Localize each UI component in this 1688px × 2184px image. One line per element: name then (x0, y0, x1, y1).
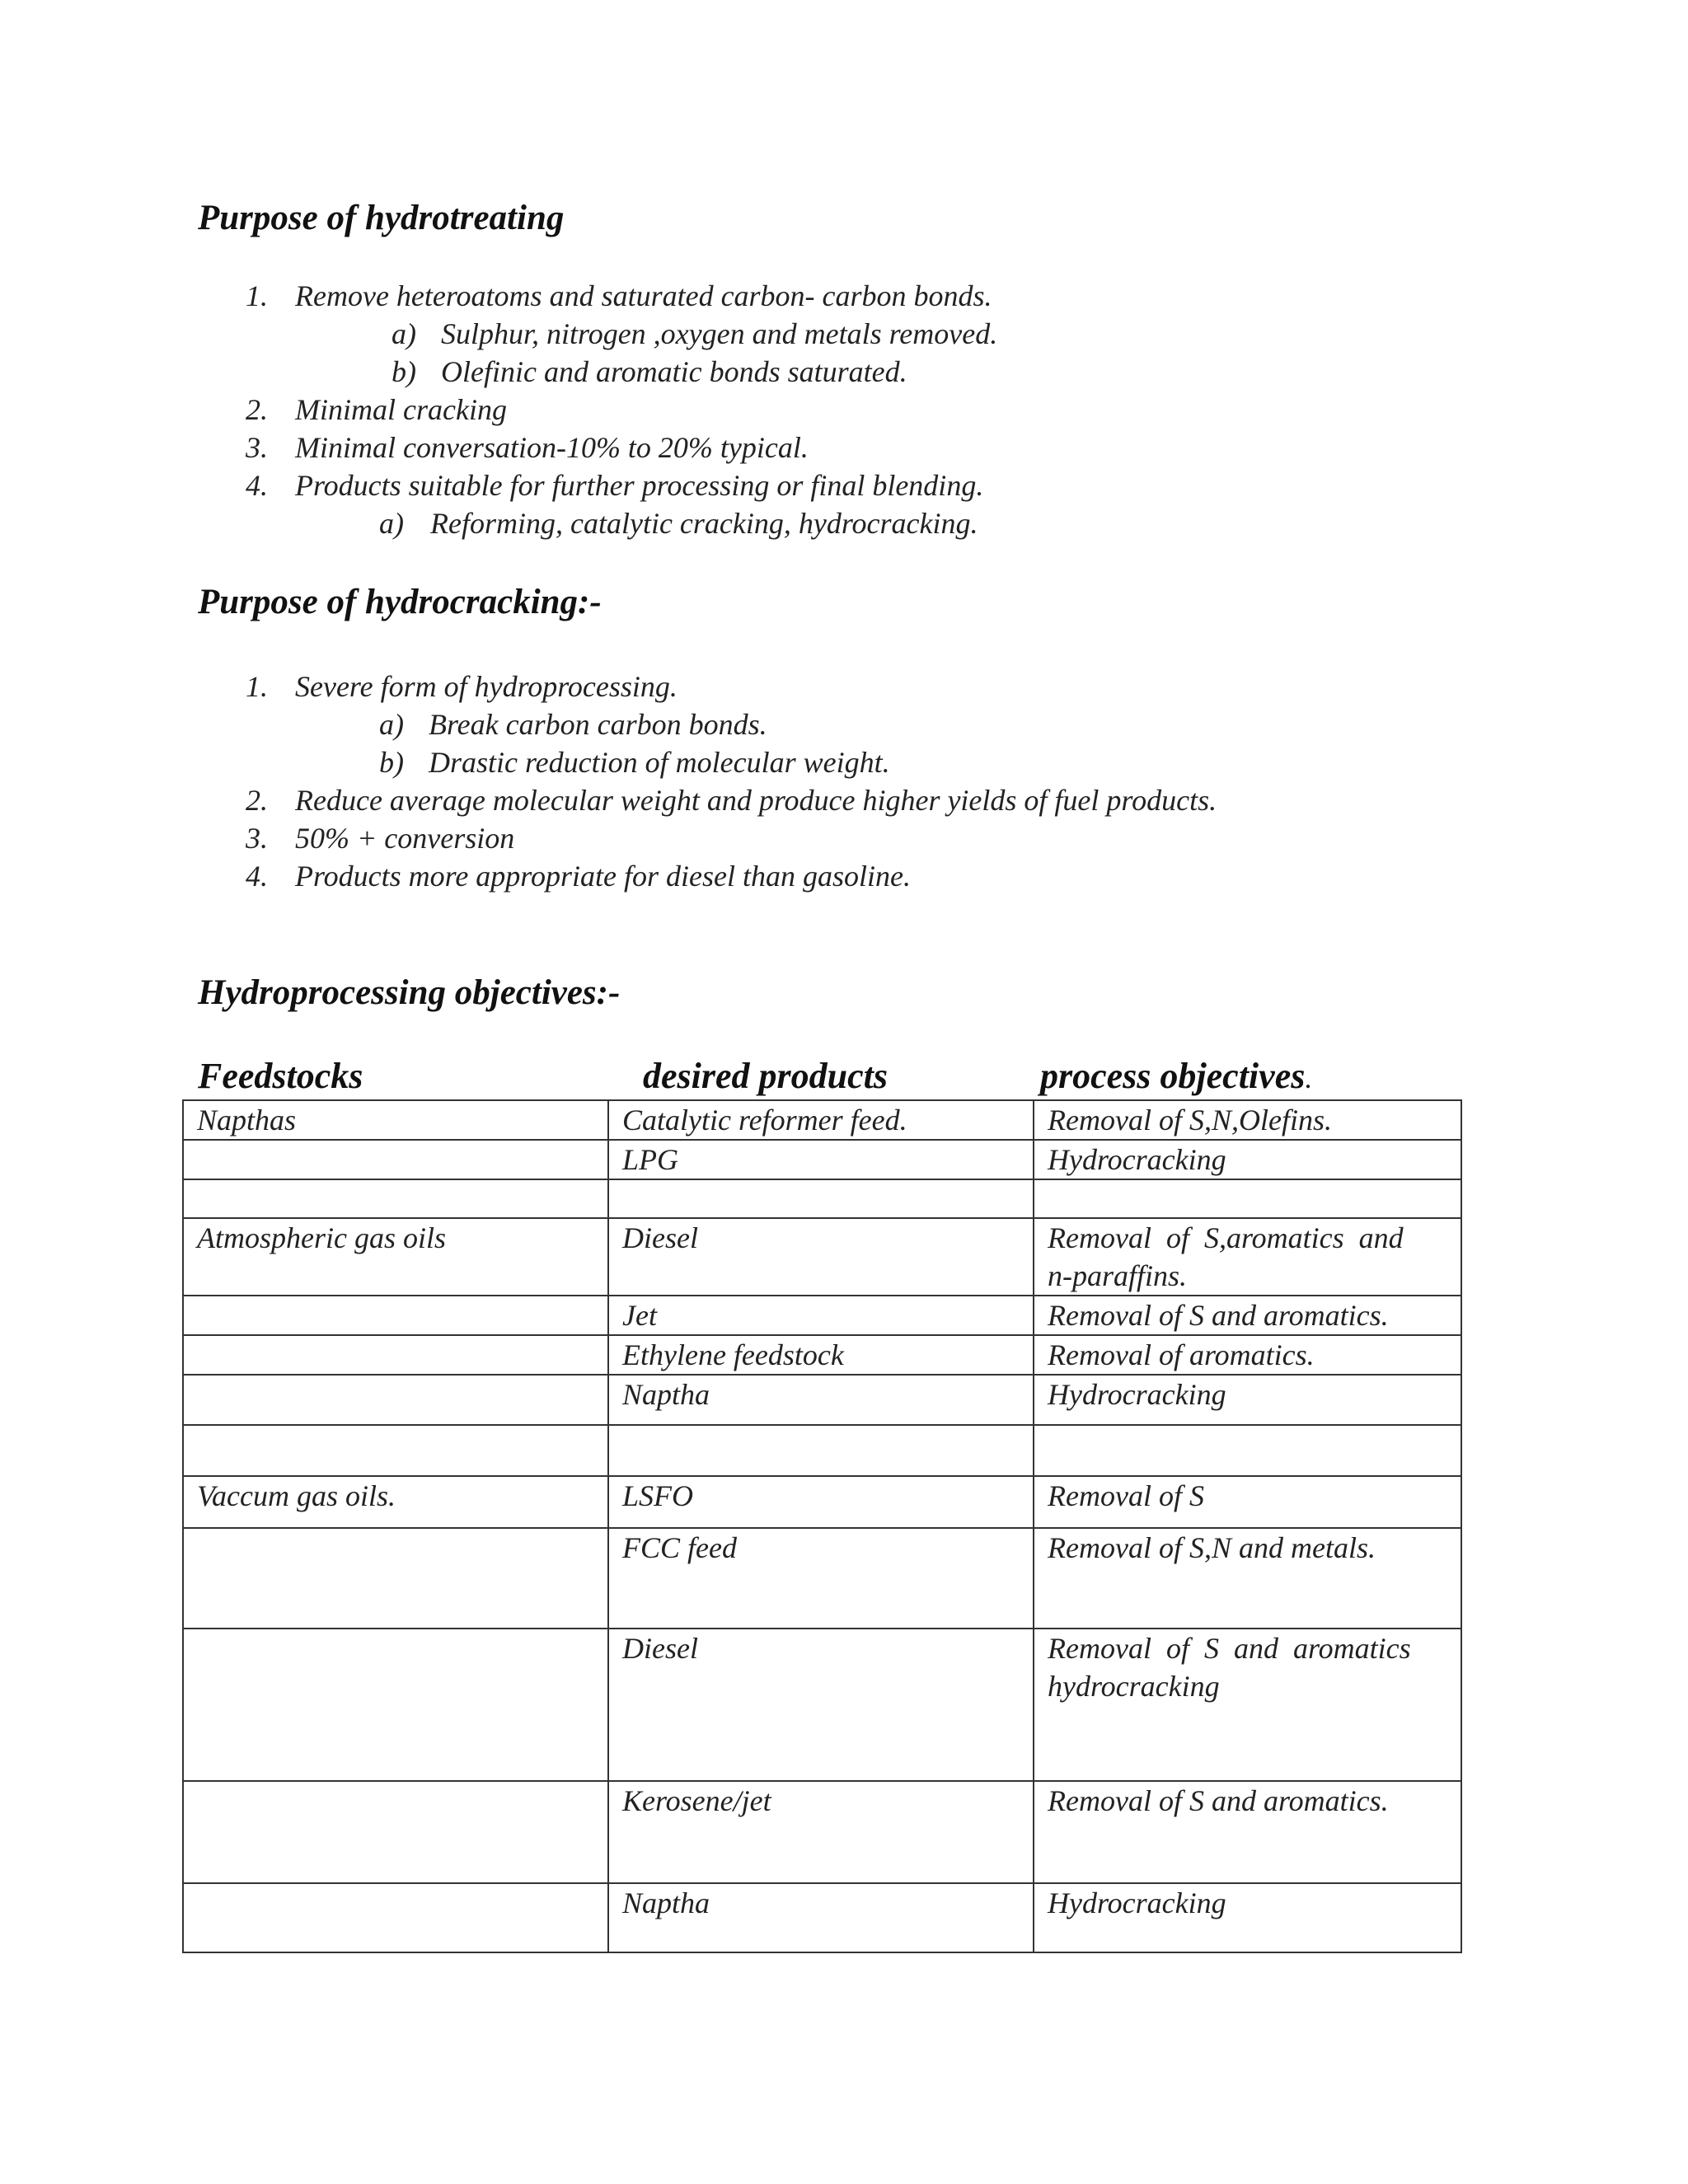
feed-cell (183, 1375, 608, 1425)
feed-cell (183, 1425, 608, 1476)
objective-cell: Removal of aromatics. (1034, 1335, 1461, 1375)
column-header-objectives: process objectives (1040, 1056, 1306, 1096)
objective-cell: Hydrocracking (1034, 1883, 1461, 1952)
product-cell: Naptha (608, 1375, 1034, 1425)
hydrocracking-heading: Purpose of hydrocracking:- (198, 583, 602, 621)
table-row (183, 1335, 1461, 1375)
objective-cell: Removal of S,aromatics and n-paraffins. (1034, 1218, 1461, 1296)
objective-cell (1034, 1425, 1461, 1476)
hydrotreating-heading: Purpose of hydrotreating (198, 199, 565, 237)
table-row (183, 1140, 1461, 1179)
feed-cell (183, 1629, 608, 1781)
feed-cell: Atmospheric gas oils (183, 1218, 608, 1296)
objective-cell: Removal of S,N,Olefins. (1034, 1100, 1461, 1140)
column-header-objectives-wrap (1040, 1055, 1312, 1097)
feed-cell (183, 1179, 608, 1218)
feed-cell (183, 1140, 608, 1179)
feed-cell (183, 1335, 608, 1375)
feed-cell: Vaccum gas oils. (183, 1476, 608, 1528)
product-cell: Jet (608, 1296, 1034, 1335)
product-cell: Kerosene/jet (608, 1781, 1034, 1883)
objective-cell: Removal of S (1034, 1476, 1461, 1528)
table-row (183, 1100, 1461, 1140)
objectives-heading: Hydroprocessing objectives:- (198, 973, 621, 1012)
objective-cell: Removal of S and aromatics. (1034, 1781, 1461, 1883)
product-cell (608, 1425, 1034, 1476)
feed-cell (183, 1883, 608, 1952)
column-header-products: desired products (643, 1056, 888, 1096)
table-row (183, 1781, 1461, 1883)
table-row (183, 1629, 1461, 1781)
table-row (183, 1883, 1461, 1952)
product-cell: Catalytic reformer feed. (608, 1100, 1034, 1140)
column-header-feedstocks: Feedstocks (198, 1056, 363, 1096)
table-row (183, 1296, 1461, 1335)
product-cell: Diesel (608, 1629, 1034, 1781)
product-cell: Ethylene feedstock (608, 1335, 1034, 1375)
column-header-period: . (1305, 1062, 1313, 1094)
objective-cell: Hydrocracking (1034, 1375, 1461, 1425)
product-cell: Naptha (608, 1883, 1034, 1952)
product-cell: LSFO (608, 1476, 1034, 1528)
objective-cell: Removal of S,N and metals. (1034, 1528, 1461, 1629)
table-row (183, 1218, 1461, 1296)
feed-cell (183, 1781, 608, 1883)
objective-cell (1034, 1179, 1461, 1218)
feed-cell (183, 1296, 608, 1335)
product-cell: FCC feed (608, 1528, 1034, 1629)
table-row (183, 1425, 1461, 1476)
objective-cell: Removal of S and aromatics. (1034, 1296, 1461, 1335)
product-cell (608, 1179, 1034, 1218)
table-row (183, 1528, 1461, 1629)
product-cell: LPG (608, 1140, 1034, 1179)
feed-cell: Napthas (183, 1100, 608, 1140)
table-row (183, 1179, 1461, 1218)
feed-cell (183, 1528, 608, 1629)
objectives-table (182, 1099, 1462, 1953)
objective-cell: Removal of S and aromatics hydrocracking (1034, 1629, 1461, 1781)
table-row (183, 1375, 1461, 1425)
table-row (183, 1476, 1461, 1528)
objective-cell: Hydrocracking (1034, 1140, 1461, 1179)
product-cell: Diesel (608, 1218, 1034, 1296)
